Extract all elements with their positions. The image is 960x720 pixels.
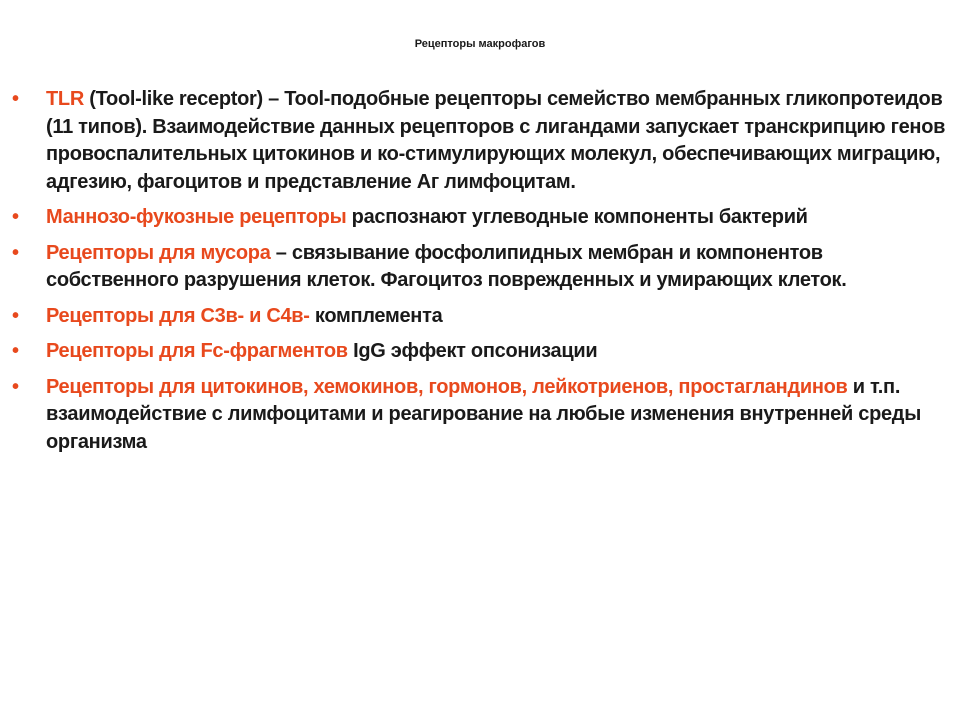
- bullet-dot-icon: •: [12, 304, 19, 327]
- bullet-text: комплемента: [309, 304, 443, 327]
- bullet-text: и т.п. взаимодействие с лимфоцитами и реагирование на любые изменения внутренней среды организма: [46, 375, 921, 453]
- slide-title: Рецепторы макрофагов: [414, 38, 546, 50]
- bullet-item: [12, 303, 947, 331]
- bullet-highlight: TLR: [46, 88, 84, 110]
- bullet-item: [12, 240, 947, 295]
- bullet-highlight: Рецепторы для С3в- и С4в-: [46, 304, 310, 327]
- bullet-dot-icon: •: [12, 340, 19, 362]
- bullet-highlight: Рецепторы для Fc-фрагментов: [46, 340, 348, 362]
- bullet-dot-icon: •: [12, 375, 19, 398]
- bullet-item: [12, 374, 947, 457]
- bullet-text: IgG эффект опсонизации: [347, 340, 598, 362]
- bullet-item: [12, 86, 947, 196]
- bullet-dot-icon: •: [12, 88, 19, 110]
- bullet-highlight: Рецепторы для мусора: [46, 241, 271, 264]
- bullet-dot-icon: •: [12, 241, 19, 264]
- bullet-dot-icon: •: [12, 206, 19, 228]
- bullet-text: (Tool-like receptor) – Tool-подобные рецепторы семейство мембранных гликопротеидов (11 типов). Взаимодействие данных рецепторов с лигандами запускает транскрипцию генов провоспалительных цитокинов и ко-стимулирующих молекул, обеспечивающих миграцию, адгезию, фагоцитов и представление Аг лимфоцитам.: [46, 88, 946, 193]
- bullet-highlight: Маннозо-фукозные рецепторы: [46, 206, 347, 228]
- bullet-highlight: Рецепторы для цитокинов, хемокинов, гормонов, лейкотриенов, простагландинов: [46, 375, 848, 398]
- bullet-text: – связывание фосфолипидных мембран и компонентов собственного разрушения клеток. Фагоцитоз поврежденных и умирающих клеток.: [46, 241, 847, 291]
- bullet-item: [12, 338, 947, 366]
- bullet-item: [12, 204, 947, 232]
- bullet-text: распознают углеводные компоненты бактерий: [346, 206, 808, 228]
- bullet-list: [12, 86, 947, 464]
